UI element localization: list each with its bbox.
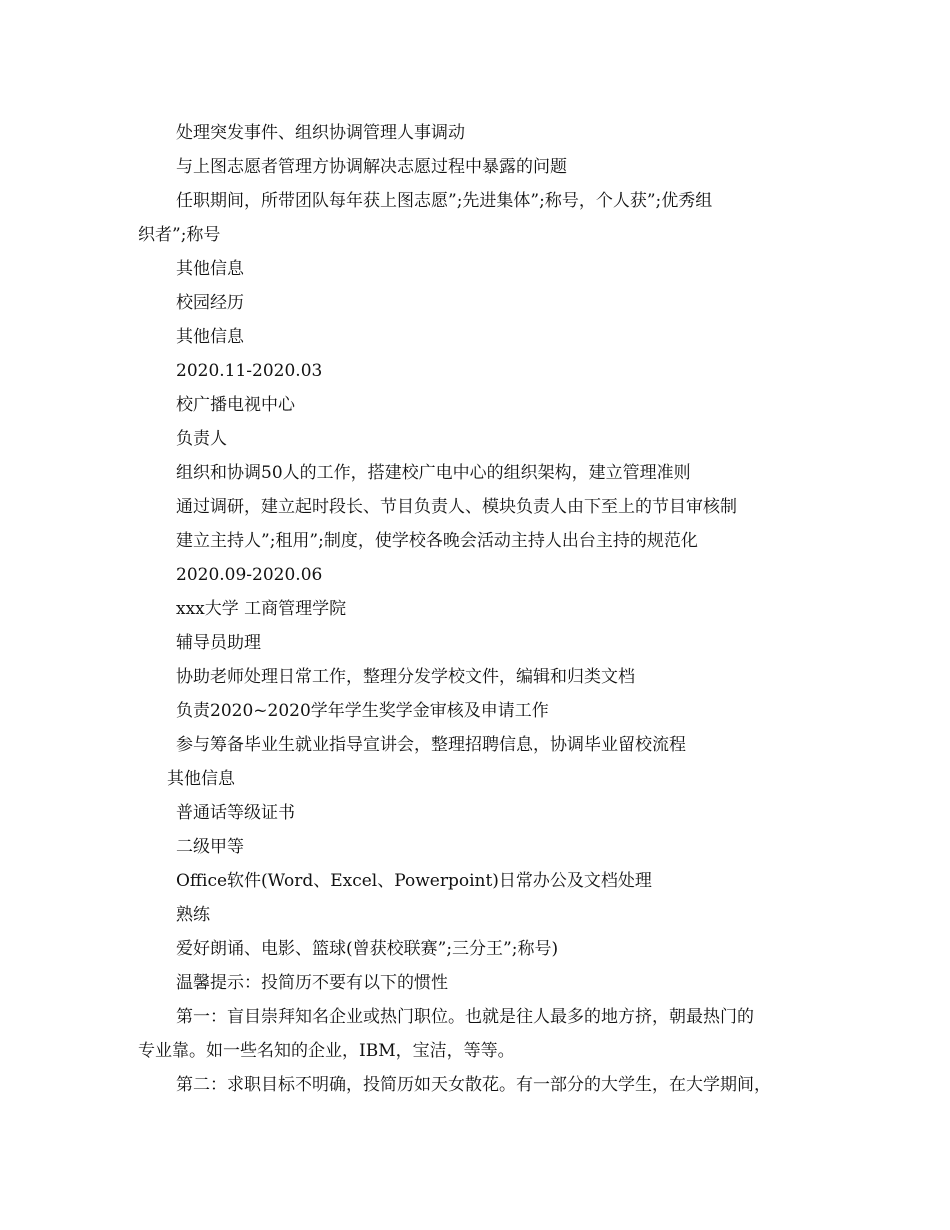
tip-heading: 温馨提示：投简历不要有以下的惯性 (176, 973, 448, 993)
text-line: 织者”;称号 (138, 225, 221, 245)
organization-name: 校广播电视中心 (176, 395, 295, 415)
text-line: 第一：盲目崇拜知名企业或热门职位。也就是往人最多的地方挤，朝最热门的 (176, 1007, 754, 1027)
text-line: 第二：求职目标不明确，投简历如天女散花。有一部分的大学生，在大学期间， (176, 1075, 771, 1095)
text-line: 爱好朗诵、电影、篮球(曾获校联赛”;三分王”;称号) (176, 939, 559, 959)
text-line: 普通话等级证书 (176, 803, 295, 823)
text-line: 任职期间，所带团队每年获上图志愿”;先进集体”;称号，个人获”;优秀组 (176, 191, 713, 211)
text-line: 二级甲等 (176, 837, 244, 857)
text-line: Office软件(Word、Excel、Powerpoint)日常办公及文档处理 (176, 871, 652, 891)
text-line: 与上图志愿者管理方协调解决志愿过程中暴露的问题 (176, 157, 567, 177)
text-line: 专业靠。如一些名知的企业，IBM，宝洁，等等。 (138, 1041, 515, 1061)
text-line: 参与筹备毕业生就业指导宣讲会，整理招聘信息，协调毕业留校流程 (176, 735, 686, 755)
organization-name: xxx大学 工商管理学院 (176, 599, 347, 619)
document-body (138, 116, 828, 1102)
section-heading: 其他信息 (167, 769, 235, 789)
text-line: 其他信息 (176, 327, 244, 347)
text-line: 协助老师处理日常工作，整理分发学校文件，编辑和归类文档 (176, 667, 635, 687)
text-line: 其他信息 (176, 259, 244, 279)
text-line: 熟练 (176, 905, 210, 925)
text-line: 处理突发事件、组织协调管理人事调动 (176, 123, 465, 143)
text-line: 通过调研，建立起时段长、节目负责人、模块负责人由下至上的节目审核制 (176, 497, 737, 517)
text-line: 建立主持人”;租用”;制度，使学校各晚会活动主持人出台主持的规范化 (176, 531, 698, 551)
section-heading: 校园经历 (176, 293, 244, 313)
position-title: 负责人 (176, 429, 227, 449)
text-line: 负责2020~2020学年学生奖学金审核及申请工作 (176, 701, 549, 721)
text-line: 组织和协调50人的工作，搭建校广电中心的组织架构，建立管理准则 (176, 463, 691, 483)
date-range: 2020.11-2020.03 (176, 361, 323, 381)
position-title: 辅导员助理 (176, 633, 261, 653)
date-range: 2020.09-2020.06 (176, 565, 323, 585)
